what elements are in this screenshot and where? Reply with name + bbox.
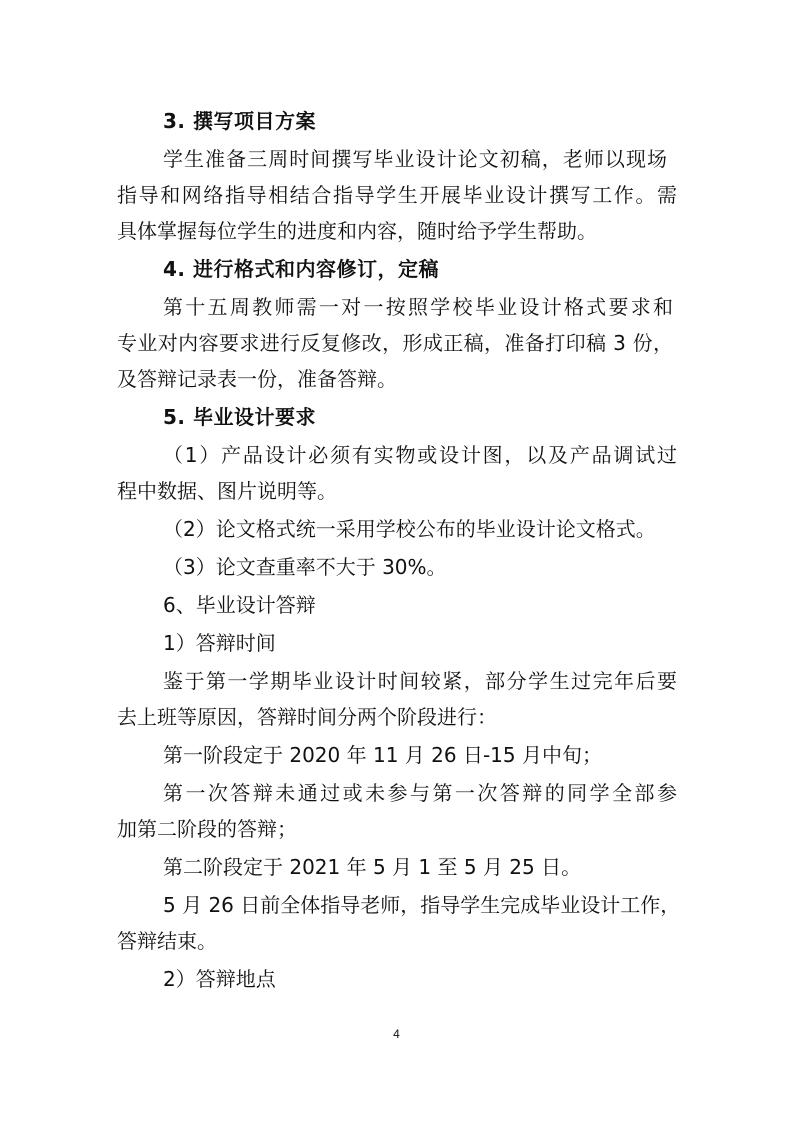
paragraph-line: 加第二阶段的答辩； [117, 817, 297, 841]
list-item-line: （3）论文查重率不大于 30%。 [163, 555, 447, 579]
subheading-defense-location: 2）答辩地点 [163, 967, 276, 991]
paragraph-line: 专业对内容要求进行反复修改，形成正稿，准备打印稿 3 份， [117, 331, 673, 355]
paragraph-line: 具体掌握每位学生的进度和内容，随时给予学生帮助。 [117, 219, 597, 243]
heading-4: 4. 进行格式和内容修订，定稿 [163, 257, 439, 281]
list-item-line: （2）论文格式统一采用学校公布的毕业设计论文格式。 [163, 517, 656, 541]
subheading-defense-time: 1）答辩时间 [163, 631, 276, 655]
paragraph-line: 第十五周教师需一对一按照学校毕业设计格式要求和 [163, 295, 673, 319]
paragraph-line: 鉴于第一学期毕业设计时间较紧，部分学生过完年后要 [163, 669, 677, 693]
paragraph-line: 第二阶段定于 2021 年 5 月 1 至 5 月 25 日。 [163, 855, 582, 879]
page-number: 4 [393, 1027, 400, 1041]
heading-3: 3. 撰写项目方案 [163, 109, 316, 133]
list-item-line: 程中数据、图片说明等。 [117, 479, 337, 503]
paragraph-line: 去上班等原因，答辩时间分两个阶段进行： [117, 705, 497, 729]
paragraph-line: 指导和网络指导相结合指导学生开展毕业设计撰写工作。需 [117, 183, 677, 207]
paragraph-line: 第一阶段定于 2020 年 11 月 26 日-15 月中旬； [163, 743, 602, 767]
paragraph-line: 及答辩记录表一份，准备答辩。 [117, 367, 397, 391]
paragraph-line: 答辩结束。 [117, 929, 217, 953]
heading-5: 5. 毕业设计要求 [163, 405, 316, 429]
paragraph-line: 5 月 26 日前全体指导老师，指导学生完成毕业设计工作， [163, 893, 681, 917]
list-item-line: （1）产品设计必须有实物或设计图，以及产品调试过 [163, 443, 677, 467]
paragraph-line: 第一次答辩未通过或未参与第一次答辩的同学全部参 [163, 781, 677, 805]
heading-6: 6、毕业设计答辩 [163, 593, 316, 617]
paragraph-line: 学生准备三周时间撰写毕业设计论文初稿，老师以现场 [163, 147, 667, 171]
